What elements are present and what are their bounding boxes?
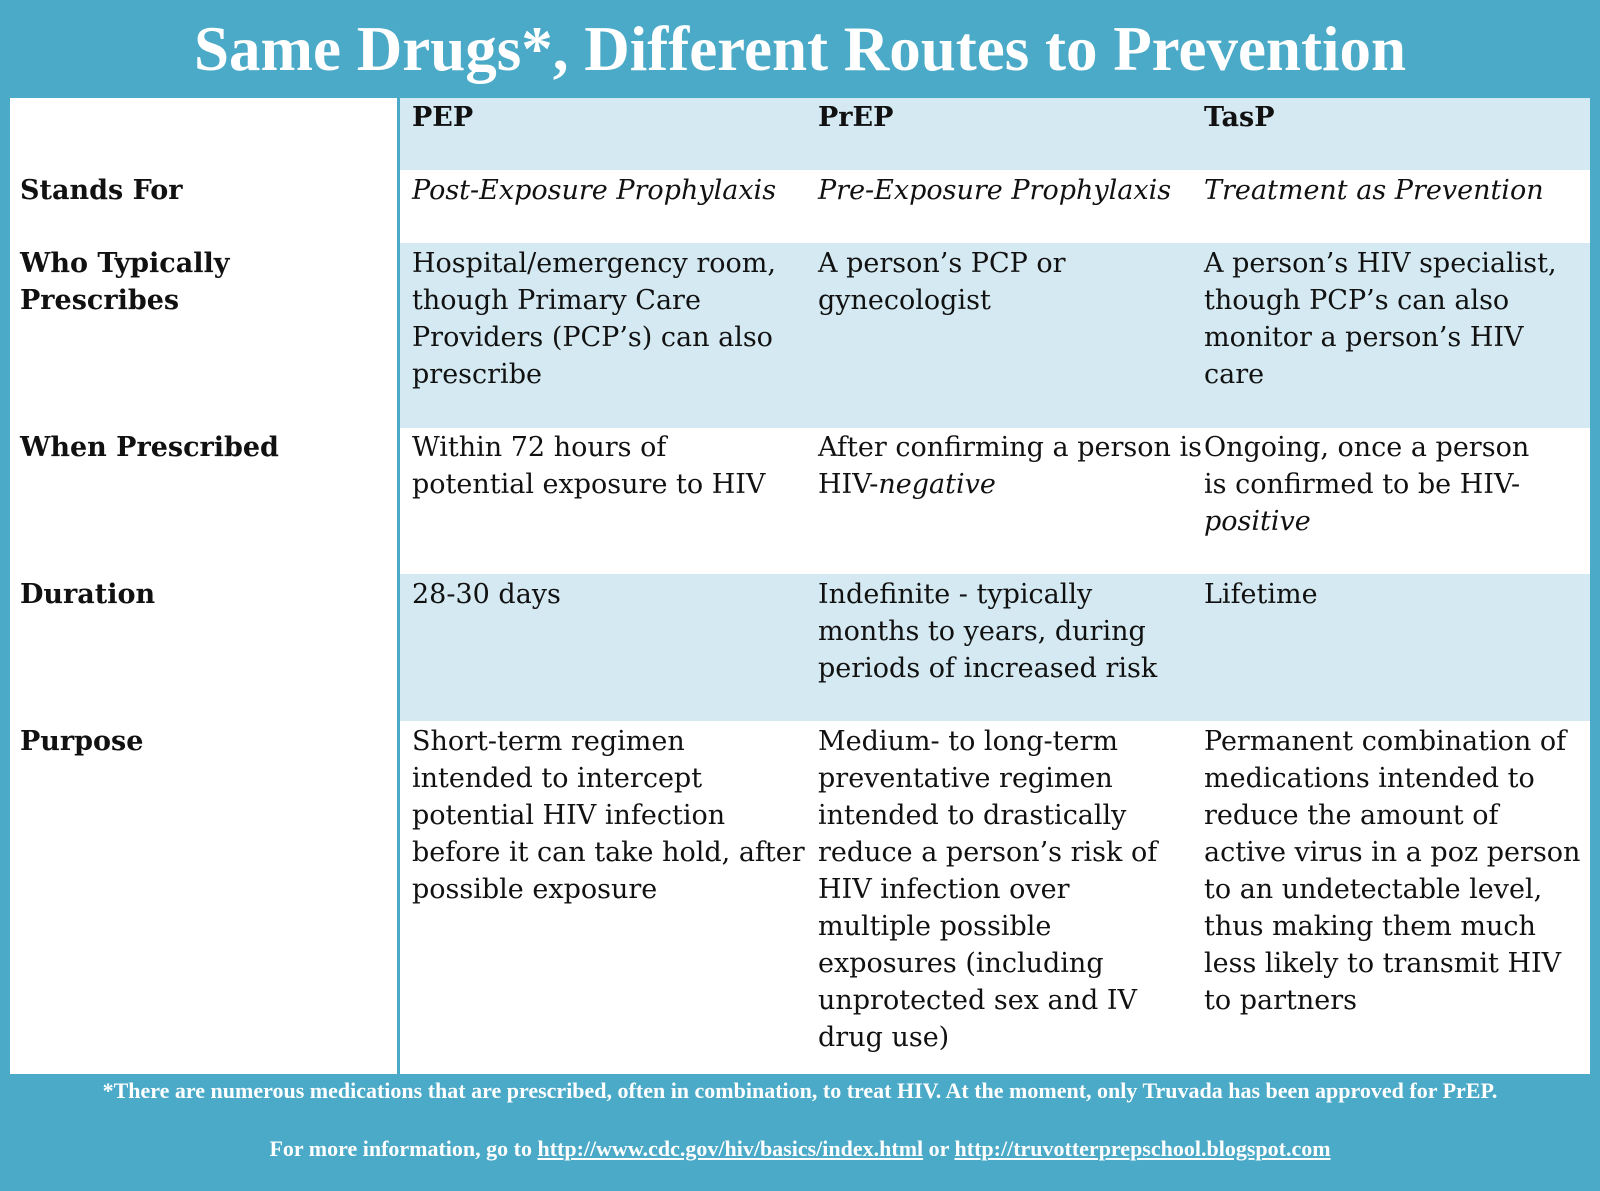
prep-duration: Indefinite - typically months to years, during periods of increased risk <box>818 579 1158 684</box>
pep-who-prescribes: Hospital/emergency room, though Primary Care Providers (PCP’s) can also prescribe <box>412 248 776 390</box>
pep-purpose: Short-term regimen intended to intercept potential HIV infection before it can take hold, after possible exposure <box>412 726 805 905</box>
row-label-stands-for: Stands For <box>20 175 183 206</box>
prep-when-prescribed <box>818 429 1208 503</box>
row-label-who-prescribes: Who Typically Prescribes <box>20 248 230 316</box>
more-info-line <box>0 1134 1600 1163</box>
column-header-prep: PrEP <box>818 102 894 133</box>
prep-when-text: After confirming a person is HIV- <box>818 432 1202 500</box>
pep-when-prescribed: Within 72 hours of potential exposure to HIV <box>412 432 766 500</box>
row-label-purpose: Purpose <box>20 726 144 757</box>
footnote: *There are numerous medications that are prescribed, often in combination, to treat HIV. At the moment, only Truvada has been approved for PrEP. <box>102 1078 1498 1103</box>
page-title: Same Drugs*, Different Routes to Prevention <box>194 14 1406 84</box>
prep-who-prescribes: A person’s PCP or gynecologist <box>818 248 1066 316</box>
pep-stands-for: Post-Exposure Prophylaxis <box>412 175 777 206</box>
or-text: or <box>928 1136 950 1161</box>
tasp-when-text: Ongoing, once a person is confirmed to be HIV- <box>1204 432 1530 500</box>
tasp-when-emphasis: positive <box>1204 506 1311 537</box>
tasp-when-prescribed <box>1204 429 1564 540</box>
comparison-table <box>10 98 1590 1074</box>
pep-duration: 28-30 days <box>412 579 561 610</box>
column-header-tasp: TasP <box>1204 102 1275 133</box>
column-header-pep: PEP <box>412 102 474 133</box>
prep-purpose: Medium- to long-term preventative regimen intended to drastically reduce a person’s risk of HIV infection over multiple possible exposures (including unprotected sex and IV drug use) <box>818 726 1158 1053</box>
footer <box>0 1074 1600 1191</box>
more-info-prefix: For more information, go to <box>269 1136 532 1161</box>
prep-stands-for: Pre-Exposure Prophylaxis <box>818 175 1172 206</box>
tasp-purpose: Permanent combination of medications intended to reduce the amount of active virus in a poz person to an undetectable level, thus making them much less likely to transmit HIV to partners <box>1204 726 1581 1016</box>
tasp-who-prescribes: A person’s HIV specialist, though PCP’s can also monitor a person’s HIV care <box>1204 248 1557 390</box>
tasp-stands-for: Treatment as Prevention <box>1204 175 1544 206</box>
row-label-duration: Duration <box>20 579 156 610</box>
cdc-link[interactable]: http://www.cdc.gov/hiv/basics/index.html <box>537 1136 924 1161</box>
blog-link[interactable]: http://truvotterprepschool.blogspot.com <box>954 1136 1331 1161</box>
prep-when-emphasis: negative <box>878 469 996 500</box>
tasp-duration: Lifetime <box>1204 579 1318 610</box>
column-divider <box>397 98 400 1074</box>
row-label-when-prescribed: When Prescribed <box>20 432 279 463</box>
